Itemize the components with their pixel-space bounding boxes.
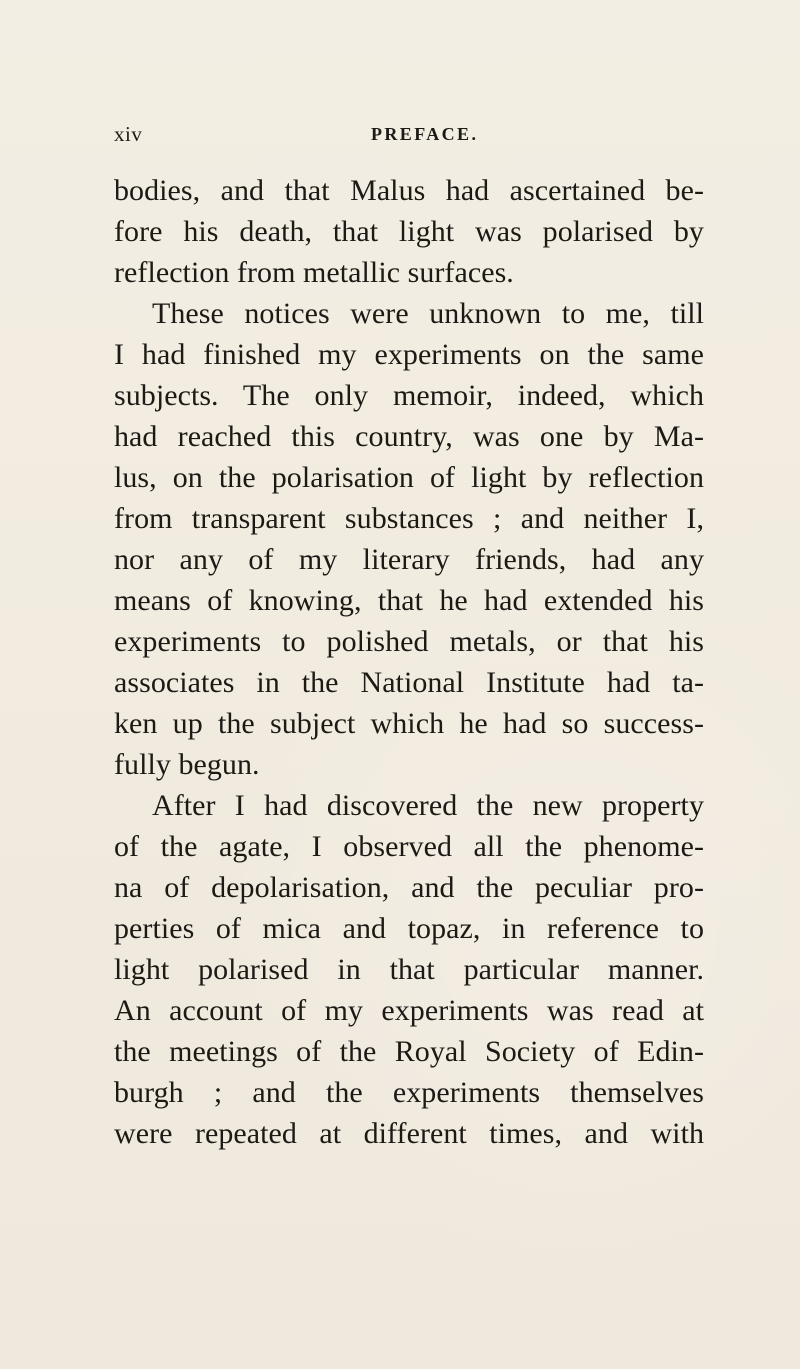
text-line: of the agate, I observed all the phenome- bbox=[114, 830, 704, 863]
text-line: perties of mica and topaz, in reference to bbox=[114, 912, 704, 945]
page-number: xiv bbox=[114, 122, 143, 146]
text-line: light polarised in that particular manner. bbox=[114, 953, 704, 986]
text-line: reflection from metallic surfaces. bbox=[114, 256, 514, 289]
text-line: lus, on the polarisation of light by reflection bbox=[114, 461, 704, 494]
text-line: I had finished my experiments on the same bbox=[114, 338, 704, 371]
text-line: had reached this country, was one by Ma- bbox=[114, 420, 704, 453]
text-line: from transparent substances ; and neither I, bbox=[114, 502, 704, 535]
running-title: PREFACE. bbox=[371, 124, 479, 144]
text-line: associates in the National Institute had ta- bbox=[114, 666, 704, 699]
text-line: After I had discovered the new property bbox=[152, 789, 704, 822]
text-line: fully begun. bbox=[114, 748, 260, 781]
page-text bbox=[114, 170, 704, 1154]
running-head bbox=[114, 122, 680, 146]
text-line: An account of my experiments was read at bbox=[114, 994, 704, 1027]
text-line: were repeated at different times, and with bbox=[114, 1117, 704, 1150]
text-line: fore his death, that light was polarised by bbox=[114, 215, 704, 248]
text-line: ken up the subject which he had so success- bbox=[114, 707, 704, 740]
text-line: burgh ; and the experiments themselves bbox=[114, 1076, 704, 1109]
text-line: subjects. The only memoir, indeed, which bbox=[114, 379, 704, 412]
text-line: na of depolarisation, and the peculiar pro- bbox=[114, 871, 704, 904]
text-line: nor any of my literary friends, had any bbox=[114, 543, 704, 576]
text-line: means of knowing, that he had extended his bbox=[114, 584, 704, 617]
text-line: These notices were unknown to me, till bbox=[152, 297, 704, 330]
text-line: experiments to polished metals, or that his bbox=[114, 625, 704, 658]
text-line: the meetings of the Royal Society of Edin- bbox=[114, 1035, 704, 1068]
text-line: bodies, and that Malus had ascertained be- bbox=[114, 174, 704, 207]
